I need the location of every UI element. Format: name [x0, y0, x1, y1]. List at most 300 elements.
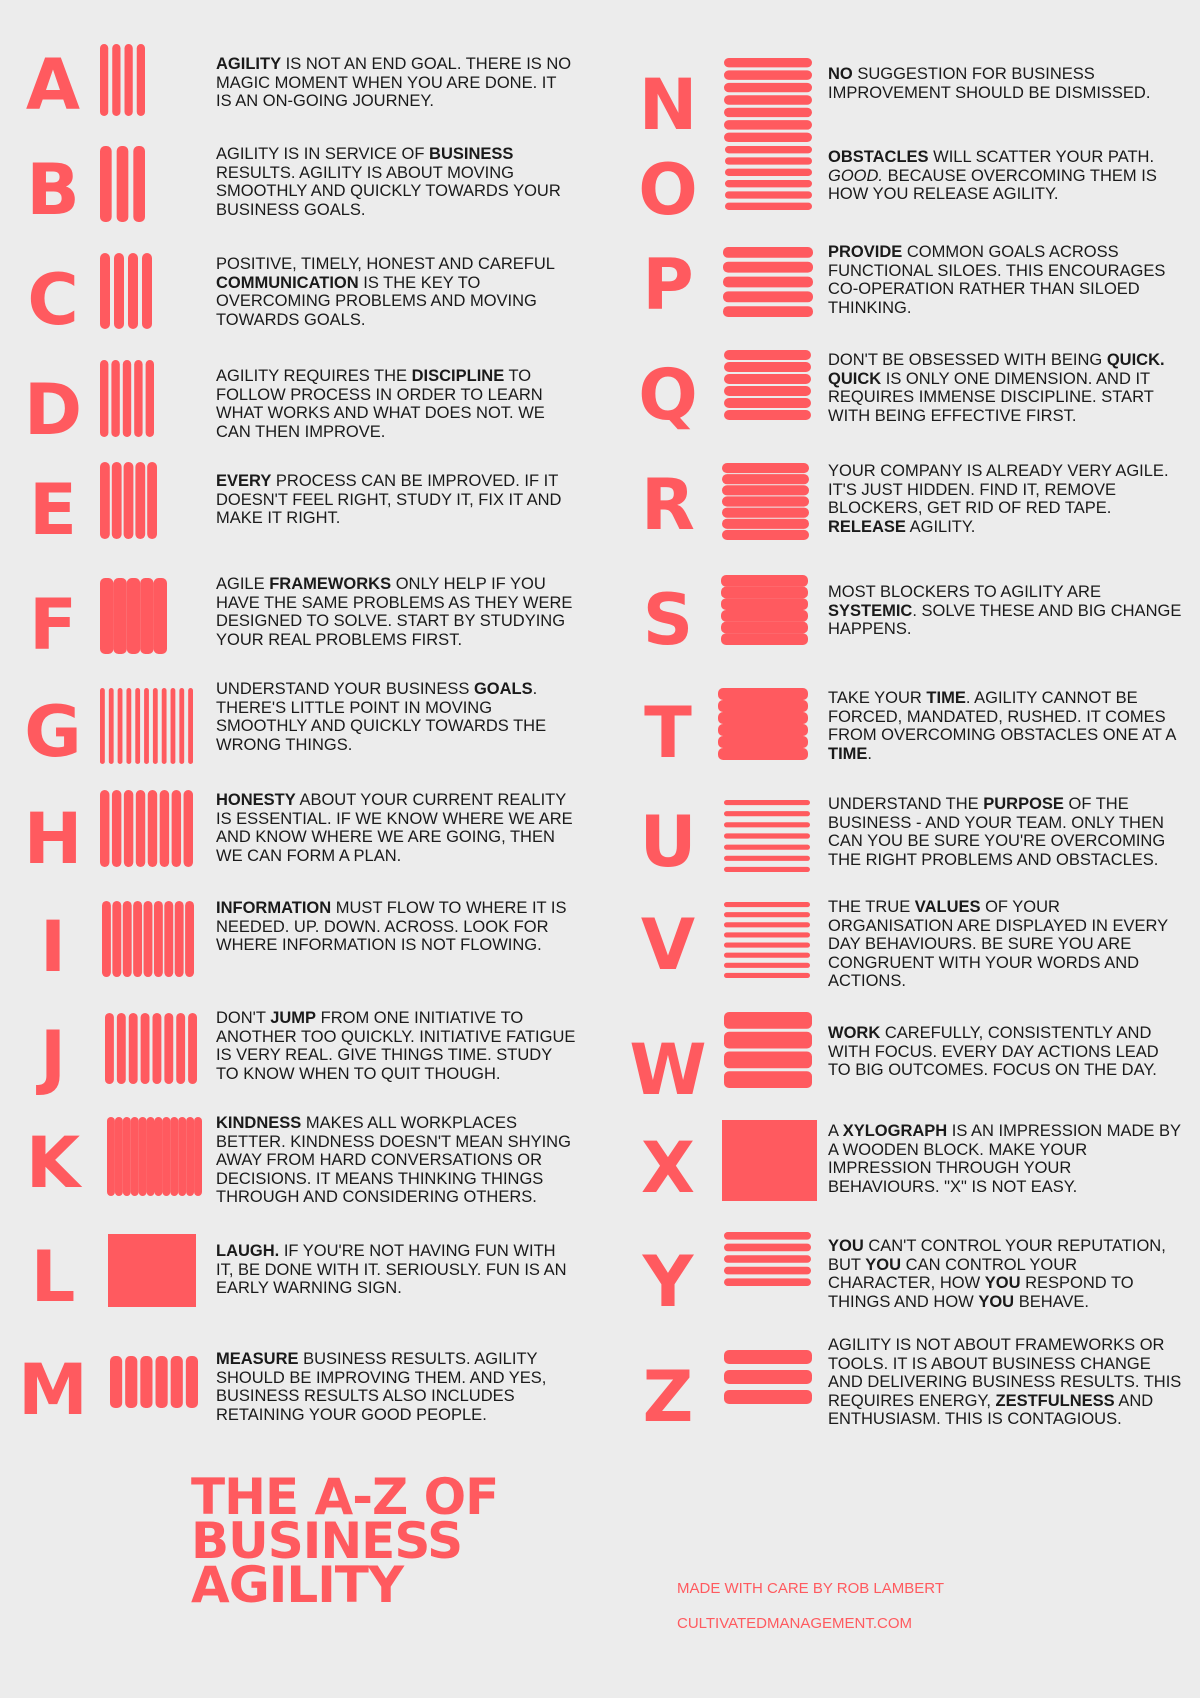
emphasis-text: ZESTFULNESS: [995, 1391, 1115, 1410]
stripe: [723, 247, 813, 258]
body-text: UNDERSTAND YOUR BUSINESS: [216, 680, 474, 698]
title-line-2: BUSINESS: [191, 1512, 463, 1570]
stripe: [724, 386, 811, 396]
body-text: . THERE'S LITTLE POINT IN MOVING SMOOTHLY AND QUICKLY TOWARDS THE WRONG THINGS.: [216, 680, 547, 754]
stripe: [724, 953, 810, 958]
stripe: [718, 700, 808, 712]
emphasis-text: YOU: [865, 1255, 902, 1274]
body-text: MUST FLOW TO WHERE IT IS NEEDED. UP. DOWN. ACROSS. LOOK FOR WHERE INFORMATION IS NOT FLOWING.: [216, 899, 567, 954]
stripe: [162, 688, 167, 764]
emphasis-text: OBSTACLES: [828, 148, 929, 166]
stripe: [144, 688, 149, 764]
emphasis-text: HONESTY: [216, 791, 296, 809]
stripe: [139, 1117, 147, 1196]
stripe-icon-h: [100, 790, 193, 867]
emphasis-text: LAUGH.: [216, 1242, 280, 1260]
stripe: [724, 398, 811, 408]
stripe: [100, 462, 110, 539]
stripe: [185, 901, 194, 977]
stripe-icon-w: [724, 1012, 812, 1088]
stripe: [724, 1255, 811, 1263]
stripe: [725, 146, 812, 153]
stripe: [724, 833, 810, 838]
body-text: TO FOLLOW PROCESS IN ORDER TO LEARN WHAT WORKS AND WHAT DOES NOT. WE CAN THEN IMPROVE.: [216, 367, 545, 441]
emphasis-text: PROVIDE: [828, 243, 903, 261]
stripe: [725, 191, 812, 198]
letter-m: M: [18, 1349, 86, 1431]
body-text: IS THE KEY TO OVERCOMING PROBLEMS AND MOVING TOWARDS GOALS.: [216, 273, 537, 329]
stripe: [186, 1117, 194, 1196]
stripe: [100, 360, 108, 437]
stripe: [725, 169, 812, 176]
stripe: [724, 108, 812, 117]
letter-r: R: [641, 464, 693, 546]
stripe: [100, 688, 105, 764]
item-text-j: [216, 1009, 576, 1083]
stripe: [724, 1267, 811, 1275]
stripe: [724, 95, 812, 104]
body-text: CAREFULLY, CONSISTENTLY AND WITH FOCUS. EVERY DAY ACTIONS LEAD TO BIG OUTCOMES. FOCUS ON THE DAY.: [828, 1024, 1159, 1079]
stripe: [131, 1117, 139, 1196]
body-text: RESPOND TO THINGS AND HOW: [828, 1274, 1134, 1311]
body-text: DON'T: [216, 1009, 271, 1027]
letter-g: G: [24, 691, 80, 773]
stripe: [175, 901, 184, 977]
stripe: [723, 262, 813, 273]
stripe: [724, 1350, 812, 1364]
stripe: [724, 1244, 811, 1252]
emphasis-text: WORK: [828, 1024, 881, 1042]
body-text: FROM ONE INITIATIVE TO ANOTHER TOO QUICKLY. INITIATIVE FATIGUE IS VERY REAL. GIVE THINGS TIME. STUDY TO KNOW WHEN TO QUIT THOUGH.: [216, 1009, 576, 1083]
stripe-icon-v: [724, 902, 810, 978]
letter-z: Z: [642, 1356, 692, 1438]
stripe: [100, 253, 110, 329]
item-text-t: [828, 689, 1183, 763]
stripe: [129, 1013, 138, 1084]
emphasis-text: NO: [828, 65, 853, 83]
stripe-icon-r: [722, 463, 809, 540]
body-text: .: [867, 744, 873, 763]
stripe-icon-l: [108, 1234, 196, 1307]
stripe: [194, 1117, 202, 1196]
stripe-icon-s: [721, 575, 808, 645]
stripe: [111, 360, 119, 437]
body-text: . SOLVE THESE AND BIG CHANGE HAPPENS.: [828, 601, 1182, 638]
stripe: [724, 83, 812, 92]
stripe: [724, 70, 812, 79]
stripe-icon-x: [722, 1120, 817, 1201]
emphasis-text: QUICK: [828, 369, 882, 388]
item-text-u: [828, 795, 1183, 869]
body-text: PROCESS CAN BE IMPROVED. IF IT DOESN'T FEEL RIGHT, STUDY IT, FIX IT AND MAKE IT RIGHT.: [216, 472, 562, 527]
letter-e: E: [29, 469, 75, 551]
stripe: [724, 374, 811, 384]
stripe: [123, 901, 132, 977]
stripe: [724, 133, 812, 142]
stripe: [724, 932, 810, 937]
stripe-icon-t: [718, 688, 808, 760]
emphasis-text: SYSTEMIC: [828, 601, 913, 620]
stripe: [724, 1071, 812, 1088]
stripe: [724, 943, 810, 948]
letter-t: T: [644, 692, 690, 774]
stripe-icon-f: [100, 578, 167, 654]
stripe: [134, 360, 142, 437]
stripe: [722, 496, 809, 506]
stripe: [724, 822, 810, 827]
stripe: [144, 901, 153, 977]
stripe: [188, 688, 193, 764]
stripe: [127, 578, 140, 654]
credit-line: MADE WITH CARE BY ROB LAMBERT: [677, 1580, 944, 1597]
stripe: [171, 688, 176, 764]
stripe: [722, 485, 809, 495]
letter-c: C: [27, 259, 77, 341]
letter-s: S: [642, 579, 692, 661]
body-text: OF THE BUSINESS - AND YOUR TEAM. ONLY THEN CAN YOU BE SURE YOU'RE OVERCOMING THE RIGHT PROBLEMS AND OBSTACLES.: [828, 795, 1166, 869]
stripe: [117, 146, 129, 222]
stripe: [113, 578, 126, 654]
body-text: MAKES ALL WORKPLACES BETTER. KINDNESS DOESN'T MEAN SHYING AWAY FROM HARD CONVERSATIONS OR DECISIONS. IT MEANS THINKING THINGS THROUGH AND CONSIDERING OTHERS.: [216, 1114, 571, 1206]
stripe: [100, 578, 113, 654]
stripe-icon-o: [725, 146, 812, 210]
stripe: [722, 1120, 817, 1201]
body-text: AGILITY REQUIRES THE: [216, 367, 412, 385]
stripe: [724, 963, 810, 968]
stripe: [724, 1370, 812, 1384]
letter-l: L: [30, 1236, 74, 1318]
stripe: [725, 203, 812, 210]
item-text-o: [828, 148, 1183, 204]
stripe: [723, 277, 813, 288]
emphasis-text: COMMUNICATION: [216, 273, 359, 292]
stripe-icon-a: [100, 44, 145, 116]
body-text: BECAUSE OVERCOMING THEM IS HOW YOU RELEASE AGILITY.: [828, 166, 1157, 203]
body-text: AGILITY IS NOT ABOUT FRAMEWORKS OR TOOLS. IT IS ABOUT BUSINESS CHANGE AND DELIVERING BUSINESS RESULTS. THIS REQUIRES ENERGY,: [828, 1336, 1182, 1410]
body-text: A: [828, 1122, 843, 1140]
stripe: [118, 688, 123, 764]
body-text: IS ONLY ONE DIMENSION. AND IT REQUIRES IMMENSE DISCIPLINE. START WITH BEING EFFECTIVE FIRST.: [828, 369, 1154, 425]
stripe: [140, 578, 153, 654]
stripe: [178, 1117, 186, 1196]
emphasis-text: YOU: [984, 1274, 1021, 1292]
item-text-a: [216, 55, 576, 111]
letter-y: Y: [642, 1241, 692, 1323]
emphasis-text: XYLOGRAPH: [842, 1122, 948, 1140]
body-text: . AGILITY CANNOT BE FORCED, MANDATED, RUSHED. IT COMES FROM OVERCOMING OBSTACLES ONE AT A: [828, 689, 1176, 744]
letter-u: U: [639, 801, 695, 883]
stripe: [154, 901, 163, 977]
emphasis-text: DISCIPLINE: [411, 367, 505, 385]
stripe: [160, 790, 169, 867]
item-text-g: [216, 680, 576, 754]
stripe: [724, 800, 810, 805]
stripe: [155, 1117, 163, 1196]
stripe-icon-b: [100, 146, 145, 222]
stripe: [100, 790, 109, 867]
stripe-icon-z: [724, 1350, 812, 1404]
stripe: [724, 867, 810, 872]
stripe: [724, 1012, 812, 1029]
emphasis-text: VALUES: [914, 898, 981, 916]
stripe: [146, 360, 154, 437]
stripe: [102, 901, 111, 977]
item-text-s: [828, 583, 1183, 639]
stripe: [724, 845, 810, 850]
stripe-icon-d: [100, 360, 154, 437]
stripe: [128, 253, 138, 329]
stripe-icon-y: [724, 1232, 811, 1286]
stripe: [721, 575, 808, 587]
stripe: [724, 922, 810, 927]
stripe: [724, 1232, 811, 1240]
body-text: BUSINESS RESULTS. AGILITY SHOULD BE IMPROVING THEM. AND YES, BUSINESS RESULTS ALSO INCLUDES RETAINING YOUR GOOD PEOPLE.: [216, 1350, 547, 1424]
stripe: [133, 146, 145, 222]
letter-x: X: [641, 1127, 693, 1209]
stripe: [126, 688, 131, 764]
stripe: [114, 253, 124, 329]
stripe: [721, 610, 808, 622]
letter-v: V: [640, 904, 694, 986]
stripe-icon-c: [100, 253, 152, 329]
stripe-icon-m: [110, 1356, 198, 1408]
emphasis-text: GOALS: [473, 680, 533, 698]
emphasis-text: KINDNESS: [216, 1114, 302, 1132]
stripe: [188, 1013, 197, 1084]
stripe: [718, 712, 808, 724]
body-text: AGILE: [216, 575, 270, 593]
body-text: AND ENTHUSIASM. THIS IS CONTAGIOUS.: [828, 1391, 1154, 1428]
item-text-z: [828, 1336, 1183, 1429]
emphasis-text: RELEASE: [828, 517, 906, 536]
item-text-w: [828, 1024, 1183, 1080]
stripe: [140, 1356, 152, 1408]
stripe: [721, 587, 808, 599]
letter-w: W: [629, 1029, 705, 1111]
stripe: [100, 44, 108, 116]
letter-q: Q: [638, 354, 696, 436]
stripe: [722, 519, 809, 529]
stripe: [147, 462, 157, 539]
stripe: [117, 1013, 126, 1084]
letter-a: A: [25, 44, 79, 126]
stripe: [724, 362, 811, 372]
item-text-l: [216, 1242, 576, 1298]
stripe-icon-q: [724, 350, 811, 420]
body-text: THE TRUE: [828, 898, 915, 916]
stripe: [724, 120, 812, 129]
body-text: WILL SCATTER YOUR PATH.: [928, 148, 1155, 166]
stripe: [176, 1013, 185, 1084]
stripe-icon-n: [724, 58, 812, 142]
stripe: [721, 598, 808, 610]
stripe: [723, 306, 813, 317]
poster-title: [191, 1468, 499, 1614]
letter-i: I: [39, 906, 65, 988]
emphasis-text: YOU: [978, 1292, 1015, 1311]
body-text: ONLY HELP IF YOU HAVE THE SAME PROBLEMS AS THEY WERE DESIGNED TO SOLVE. START BY STUDYING YOUR REAL PROBLEMS FIRST.: [216, 575, 573, 649]
body-text: UNDERSTAND THE: [828, 795, 984, 813]
stripe: [153, 1013, 162, 1084]
item-text-c: [216, 255, 576, 329]
item-text-k: [216, 1114, 576, 1207]
stripe: [722, 530, 809, 540]
stripe: [154, 578, 167, 654]
body-text: AGILITY IS IN SERVICE OF: [216, 145, 430, 163]
emphasis-text: MEASURE: [216, 1350, 299, 1368]
stripe: [724, 1278, 811, 1286]
emphasis-text: AGILITY: [216, 55, 282, 73]
stripe: [718, 736, 808, 748]
stripe: [725, 180, 812, 187]
item-text-n: [828, 65, 1183, 102]
item-text-p: [828, 243, 1183, 317]
emphasis-text: FRAMEWORKS: [269, 575, 392, 593]
stripe: [718, 724, 808, 736]
stripe: [136, 790, 145, 867]
stripe: [124, 790, 133, 867]
title-line-1: THE A-Z OF: [191, 1468, 499, 1526]
stripe: [170, 1117, 178, 1196]
stripe: [108, 1234, 196, 1307]
item-text-q: [828, 351, 1183, 425]
stripe: [107, 1117, 115, 1196]
stripe: [137, 44, 145, 116]
emphasis-text: GOOD.: [828, 166, 884, 185]
stripe: [133, 901, 142, 977]
stripe: [142, 253, 152, 329]
stripe: [724, 410, 811, 420]
emphasis-text: TIME: [828, 744, 868, 763]
stripe: [123, 1117, 131, 1196]
stripe: [156, 1356, 168, 1408]
stripe: [725, 157, 812, 164]
body-text: CAN'T CONTROL YOUR REPUTATION, BUT: [828, 1237, 1166, 1274]
stripe: [147, 1117, 155, 1196]
stripe: [135, 688, 140, 764]
body-text: OF YOUR ORGANISATION ARE DISPLAYED IN EVERY DAY BEHAVIOURS. BE SURE YOU ARE CONGRUENT WITH YOUR WORDS AND ACTIONS.: [828, 898, 1168, 990]
stripe: [724, 1390, 812, 1404]
item-text-y: [828, 1237, 1183, 1311]
letter-h: H: [23, 798, 81, 880]
body-text: TAKE YOUR: [828, 689, 927, 707]
letter-n: N: [638, 64, 696, 146]
stripe: [722, 463, 809, 473]
item-text-r: [828, 462, 1183, 536]
stripe: [148, 790, 157, 867]
body-text: BEHAVE.: [1014, 1292, 1089, 1311]
stripe: [718, 688, 808, 700]
stripe-icon-i: [102, 901, 194, 977]
stripe: [172, 790, 181, 867]
stripe: [125, 44, 133, 116]
stripe: [112, 44, 120, 116]
item-text-h: [216, 791, 576, 865]
stripe-icon-g: [100, 688, 193, 764]
stripe: [135, 462, 145, 539]
stripe: [105, 1013, 114, 1084]
stripe: [721, 633, 808, 645]
body-text: POSITIVE, TIMELY, HONEST AND CAREFUL: [216, 255, 555, 273]
body-text: IF YOU'RE NOT HAVING FUN WITH IT, BE DONE WITH IT. SERIOUSLY. FUN IS AN EARLY WARNING SIGN.: [216, 1242, 567, 1297]
body-text: COMMON GOALS ACROSS FUNCTIONAL SILOES. THIS ENCOURAGES CO-OPERATION RATHER THAN SILOED THINKING.: [828, 243, 1166, 317]
stripe: [724, 811, 810, 816]
letter-o: O: [638, 149, 696, 231]
item-text-d: [216, 367, 576, 441]
stripe: [724, 856, 810, 861]
body-text: MOST BLOCKERS TO AGILITY ARE: [828, 583, 1101, 601]
stripe: [112, 462, 122, 539]
body-text: IS NOT AN END GOAL. THERE IS NO MAGIC MOMENT WHEN YOU ARE DONE. IT IS AN ON-GOING JOURNEY.: [216, 55, 572, 110]
stripe: [722, 474, 809, 484]
letter-k: K: [25, 1122, 79, 1204]
emphasis-text: JUMP: [270, 1009, 317, 1027]
stripe: [721, 622, 808, 634]
emphasis-text: PURPOSE: [983, 795, 1064, 813]
stripe: [724, 912, 810, 917]
stripe: [100, 146, 112, 222]
stripe: [723, 291, 813, 302]
letter-p: P: [642, 244, 692, 326]
stripe: [718, 748, 808, 760]
stripe: [112, 901, 121, 977]
stripe: [164, 1013, 173, 1084]
stripe: [110, 1356, 122, 1408]
body-text: AGILITY.: [905, 517, 976, 536]
emphasis-text: QUICK.: [1106, 351, 1165, 369]
stripe: [722, 508, 809, 518]
stripe: [724, 58, 812, 67]
emphasis-text: BUSINESS: [429, 145, 514, 163]
item-text-b: [216, 145, 576, 219]
stripe-icon-j: [105, 1013, 197, 1084]
stripe: [184, 790, 193, 867]
body-text: CAN CONTROL YOUR CHARACTER, HOW: [828, 1255, 1078, 1292]
stripe: [153, 688, 158, 764]
stripe: [724, 973, 810, 978]
stripe: [112, 790, 121, 867]
stripe: [724, 1052, 812, 1069]
stripe: [124, 462, 134, 539]
stripe: [109, 688, 114, 764]
emphasis-text: EVERY: [216, 472, 272, 490]
emphasis-text: INFORMATION: [216, 899, 332, 917]
item-text-i: [216, 899, 576, 955]
body-text: IS AN IMPRESSION MADE BY A WOODEN BLOCK. MAKE YOUR IMPRESSION THROUGH YOUR BEHAVIOURS. "X" IS NOT EASY.: [828, 1122, 1181, 1196]
stripe: [115, 1117, 123, 1196]
stripe: [164, 901, 173, 977]
stripe-icon-u: [724, 800, 810, 872]
stripe-icon-e: [100, 462, 157, 539]
stripe: [171, 1356, 183, 1408]
item-text-x: [828, 1122, 1183, 1196]
body-text: YOUR COMPANY IS ALREADY VERY AGILE. IT'S JUST HIDDEN. FIND IT, REMOVE BLOCKERS, GET RID OF RED TAPE.: [828, 462, 1169, 517]
stripe-icon-p: [723, 247, 813, 317]
letter-b: B: [26, 149, 78, 231]
emphasis-text: TIME: [926, 689, 966, 707]
letter-j: J: [39, 1016, 65, 1098]
title-line-3: AGILITY: [191, 1556, 404, 1614]
stripe: [724, 902, 810, 907]
stripe: [125, 1356, 137, 1408]
website-link[interactable]: CULTIVATEDMANAGEMENT.COM: [677, 1615, 913, 1632]
stripe: [179, 688, 184, 764]
body-text: RESULTS. AGILITY IS ABOUT MOVING SMOOTHLY AND QUICKLY TOWARDS YOUR BUSINESS GOALS.: [216, 163, 561, 219]
item-text-f: [216, 575, 576, 649]
item-text-m: [216, 1350, 576, 1424]
emphasis-text: YOU: [828, 1237, 864, 1255]
item-text-v: [828, 898, 1183, 991]
